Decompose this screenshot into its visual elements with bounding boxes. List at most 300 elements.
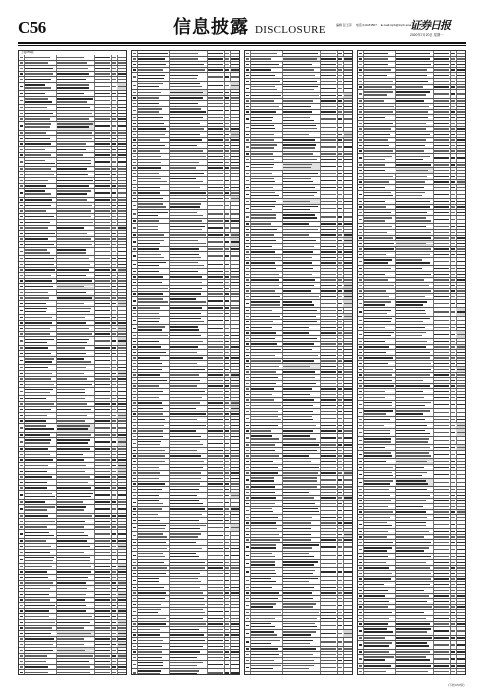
table-cell <box>343 85 353 92</box>
table-cell <box>320 434 338 441</box>
table-cell <box>169 238 208 245</box>
table-cell <box>282 68 321 73</box>
table-cell <box>433 627 451 634</box>
table-cell <box>433 216 451 223</box>
table-cell <box>117 614 127 619</box>
table-row <box>19 670 126 675</box>
table-cell <box>207 82 225 89</box>
table-cell <box>24 273 57 278</box>
table-cell <box>433 331 451 338</box>
table-cell <box>456 655 466 662</box>
table-cell <box>250 616 283 621</box>
table-cell <box>117 296 127 301</box>
table-cell <box>137 465 170 470</box>
table-cell <box>169 493 208 498</box>
table-cell <box>250 199 283 204</box>
table-cell <box>363 258 396 265</box>
table-cell <box>169 616 208 621</box>
table-cell <box>230 440 240 447</box>
table-cell <box>320 647 338 652</box>
table-cell <box>433 317 451 324</box>
table-cell <box>433 138 451 143</box>
table-cell <box>250 387 283 392</box>
table-cell <box>343 526 353 531</box>
table-cell <box>456 180 466 185</box>
table-row <box>245 85 352 93</box>
table-cell <box>250 250 283 255</box>
table-cell <box>94 203 112 208</box>
table-cell <box>320 521 338 526</box>
table-cell <box>56 407 95 412</box>
table-cell <box>94 326 112 331</box>
table-cell <box>207 448 225 453</box>
table-cell <box>24 131 57 136</box>
table-cell <box>363 127 396 132</box>
table-cell <box>395 356 434 361</box>
table-cell <box>456 115 466 120</box>
table-cell <box>363 417 396 422</box>
table-cell <box>230 493 240 498</box>
table-cell <box>169 68 208 73</box>
table-cell <box>456 90 466 97</box>
table-cell <box>363 85 396 90</box>
table-cell <box>320 616 338 621</box>
table-cell <box>117 475 127 480</box>
table-cell <box>456 308 466 315</box>
table-cell <box>456 588 466 593</box>
table-cell <box>230 275 240 280</box>
table-cell <box>433 174 451 179</box>
table-row <box>132 107 239 115</box>
table-cell <box>169 459 208 464</box>
table-cell <box>169 306 208 311</box>
table-cell <box>433 445 451 450</box>
table-row <box>132 261 239 269</box>
table-cell <box>343 370 353 375</box>
table-row <box>358 191 465 199</box>
table-cell <box>320 199 338 204</box>
table-cell <box>137 247 170 252</box>
table-cell <box>343 152 353 157</box>
table-cell <box>56 337 95 344</box>
table-cell <box>56 111 95 116</box>
table-cell <box>137 571 170 576</box>
table-cell <box>207 350 225 355</box>
table-cell <box>320 57 338 62</box>
table-cell <box>320 222 338 227</box>
table-cell <box>456 510 466 515</box>
table-cell <box>250 409 283 414</box>
table-cell <box>56 530 95 537</box>
table-cell <box>320 308 338 313</box>
table-cell <box>56 371 95 376</box>
table-cell <box>456 487 466 492</box>
table-cell <box>395 669 434 674</box>
table-cell <box>56 424 95 431</box>
table-cell <box>456 636 466 641</box>
table-cell <box>320 300 338 307</box>
table-cell <box>207 196 225 201</box>
table-cell <box>395 627 434 634</box>
table-cell <box>433 423 451 428</box>
table-cell <box>363 636 396 641</box>
table-cell <box>456 582 466 587</box>
table-cell <box>320 93 338 98</box>
table-cell <box>395 636 434 641</box>
table-cell <box>456 216 466 223</box>
table-cell <box>94 642 112 647</box>
table-cell <box>117 586 127 591</box>
table-cell <box>230 608 240 615</box>
table-cell <box>94 530 112 537</box>
table-cell <box>395 236 434 241</box>
table-cell <box>117 505 127 512</box>
table-cell <box>320 664 338 671</box>
table-cell <box>343 429 353 434</box>
table-cell <box>137 132 170 137</box>
table-cell <box>137 238 170 245</box>
table-row <box>245 664 352 672</box>
table-cell <box>343 652 353 657</box>
table-cell <box>320 610 338 615</box>
table-cell <box>94 603 112 608</box>
table-cell <box>456 459 466 464</box>
table-cell <box>363 535 396 540</box>
table-rows <box>358 51 465 675</box>
table-row <box>245 560 352 568</box>
table-cell <box>395 110 434 115</box>
table-row <box>19 424 126 432</box>
table-cell <box>456 641 466 648</box>
table-cell <box>282 459 321 464</box>
table-cell <box>320 568 338 575</box>
table-cell <box>137 378 170 383</box>
table-cell <box>456 191 466 198</box>
table-cell <box>207 132 225 137</box>
table-cell <box>94 514 112 519</box>
table-cell <box>117 575 127 580</box>
table-cell <box>363 554 396 559</box>
table-cell <box>24 307 57 314</box>
table-cell <box>433 622 451 627</box>
table-cell <box>24 198 57 203</box>
table-cell <box>94 301 112 306</box>
table-cell <box>207 143 225 148</box>
table-cell <box>320 532 338 537</box>
table-row <box>245 434 352 442</box>
table-cell <box>343 110 353 115</box>
table-cell <box>207 90 225 95</box>
table-cell <box>343 476 353 483</box>
table-cell <box>24 480 57 485</box>
table-cell <box>56 242 95 247</box>
table-cell <box>117 564 127 569</box>
table-cell <box>395 367 434 372</box>
table-cell <box>117 556 127 563</box>
table-cell <box>456 289 466 294</box>
table-row <box>245 191 352 199</box>
table-cell <box>169 644 208 649</box>
table-cell <box>343 381 353 386</box>
table-cell <box>456 163 466 168</box>
table-cell <box>117 357 127 364</box>
table-cell <box>117 581 127 586</box>
table-cell <box>395 437 434 444</box>
table-cell <box>363 361 396 366</box>
table-cell <box>282 347 321 352</box>
table-cell <box>250 610 283 615</box>
table-cell <box>343 610 353 615</box>
table-cell <box>137 115 170 120</box>
table-cell <box>207 669 225 675</box>
table-cell <box>456 384 466 389</box>
table-cell <box>56 72 95 77</box>
table-row <box>132 325 239 333</box>
table-cell <box>433 487 451 492</box>
table-cell <box>137 493 170 498</box>
table-cell <box>94 419 112 424</box>
table-cell <box>320 375 338 380</box>
table-cell <box>94 424 112 431</box>
table-cell <box>363 110 396 115</box>
table-cell <box>169 233 208 238</box>
table-cell <box>433 57 451 62</box>
table-cell <box>320 602 338 609</box>
table-cell <box>207 280 225 285</box>
table-cell <box>169 261 208 268</box>
table-cell <box>250 99 283 104</box>
table-cell <box>282 199 321 204</box>
table-cell <box>320 538 338 543</box>
table-cell <box>56 598 95 603</box>
table-cell <box>282 370 321 375</box>
table-cell <box>24 77 57 82</box>
table-cell <box>56 346 95 351</box>
table-cell <box>343 392 353 397</box>
table-cell <box>363 62 396 67</box>
table-cell <box>24 301 57 306</box>
table-cell <box>433 224 451 229</box>
table-cell <box>320 543 338 550</box>
table-cell <box>250 233 283 238</box>
table-cell <box>207 166 225 171</box>
table-cell <box>250 289 283 294</box>
table-cell <box>137 512 170 517</box>
table-cell <box>230 465 240 470</box>
table-cell <box>137 306 170 311</box>
table-row <box>245 577 352 585</box>
table-cell <box>24 424 57 431</box>
table-cell <box>137 650 170 655</box>
table-cell <box>169 476 208 481</box>
table-cell <box>395 132 434 137</box>
table-cell <box>282 185 321 190</box>
table-cell <box>117 321 127 326</box>
table-cell <box>117 458 127 463</box>
table-cell <box>230 121 240 126</box>
table-cell <box>456 79 466 84</box>
table-cell <box>117 351 127 356</box>
table-cell <box>250 68 283 73</box>
table-cell <box>207 297 225 304</box>
table-cell <box>169 107 208 114</box>
table-cell <box>282 507 321 514</box>
table-cell <box>363 529 396 534</box>
table-cell <box>24 231 57 236</box>
table-cell <box>395 241 434 246</box>
table-cell <box>207 454 225 459</box>
table-cell <box>169 499 208 506</box>
table-cell <box>56 514 95 519</box>
table-cell <box>395 350 434 355</box>
table-row <box>132 661 239 669</box>
table-cell <box>433 465 451 470</box>
table-cell <box>137 269 170 274</box>
table-cell <box>456 429 466 436</box>
table-cell <box>343 68 353 73</box>
table-cell <box>320 62 338 67</box>
table-cell <box>56 131 95 136</box>
table-cell <box>207 127 225 132</box>
table-cell <box>230 560 240 565</box>
table-cell <box>320 73 338 78</box>
masthead <box>18 18 466 40</box>
table-cell <box>343 364 353 369</box>
table-cell <box>230 171 240 176</box>
table-cell <box>395 252 434 257</box>
table-cell <box>456 479 466 486</box>
table-cell <box>169 311 208 316</box>
table-cell <box>433 588 451 593</box>
table-cell <box>250 57 283 62</box>
table-cell <box>24 184 57 189</box>
table-cell <box>207 292 225 297</box>
table-cell <box>433 252 451 257</box>
table-cell <box>137 373 170 378</box>
table-cell <box>433 650 451 655</box>
table-cell <box>456 669 466 674</box>
table-cell <box>250 465 283 470</box>
table-cell <box>282 104 321 109</box>
table-cell <box>137 166 170 171</box>
table-cell <box>137 566 170 571</box>
table-cell <box>94 66 112 71</box>
table-cell <box>433 266 451 271</box>
table-cell <box>343 501 353 506</box>
table-cell <box>137 546 170 551</box>
table-cell <box>207 306 225 311</box>
table-cell <box>282 577 321 584</box>
table-cell <box>282 392 321 397</box>
table-cell <box>117 665 127 670</box>
table-cell <box>56 480 95 485</box>
table-cell <box>94 539 112 544</box>
table-cell <box>363 493 396 498</box>
table-cell <box>250 283 283 288</box>
table-cell <box>24 614 57 619</box>
table-row <box>132 440 239 448</box>
table-cell <box>207 356 225 361</box>
table-cell <box>250 415 283 422</box>
table-cell <box>56 357 95 364</box>
table-cell <box>433 373 451 378</box>
table-cell <box>343 205 353 212</box>
table-cell <box>282 443 321 448</box>
table-cell <box>250 266 283 271</box>
table-cell <box>320 591 338 596</box>
table-cell <box>456 437 466 444</box>
table-cell <box>363 655 396 662</box>
table-cell <box>433 121 451 126</box>
table-cell <box>282 638 321 645</box>
table-cell <box>56 248 95 255</box>
table-cell <box>343 552 353 559</box>
table-cell <box>169 417 208 422</box>
table-cell <box>207 317 225 324</box>
table-cell <box>94 505 112 512</box>
table-cell <box>395 104 434 109</box>
table-cell <box>456 395 466 400</box>
table-cell <box>137 96 170 101</box>
table-cell <box>250 85 283 92</box>
table-cell <box>207 585 225 590</box>
newspaper-logo: 证券日报 <box>410 19 450 32</box>
table-cell <box>282 99 321 104</box>
table-cell <box>320 392 338 397</box>
table-cell <box>343 647 353 652</box>
table-cell <box>24 402 57 407</box>
table-cell <box>207 395 225 400</box>
table-cell <box>117 332 127 337</box>
table-cell <box>56 290 95 295</box>
table-cell <box>433 605 451 610</box>
table-cell <box>137 297 170 304</box>
table-cell <box>56 620 95 625</box>
table-cell <box>94 91 112 96</box>
table-cell <box>24 463 57 468</box>
table-cell <box>117 603 127 608</box>
table-cell <box>320 289 338 294</box>
table-cell <box>343 347 353 352</box>
table-cell <box>94 659 112 664</box>
table-cell <box>169 101 208 106</box>
table-cell <box>320 638 338 645</box>
table-cell <box>169 121 208 126</box>
table-cell <box>137 90 170 95</box>
table-cell <box>395 317 434 324</box>
table-cell <box>320 423 338 428</box>
table-cell <box>24 642 57 647</box>
table-cell <box>250 347 283 352</box>
table-cell <box>137 149 170 154</box>
table-cell <box>363 331 396 338</box>
table-cell <box>456 331 466 338</box>
table-cell <box>24 136 57 141</box>
table-cell <box>117 209 127 214</box>
table-cell <box>395 115 434 120</box>
table-cell <box>230 68 240 73</box>
table-cell <box>320 585 338 590</box>
table-cell <box>433 143 451 148</box>
table-cell <box>343 320 353 325</box>
table-cell <box>363 599 396 604</box>
table-cell <box>395 216 434 223</box>
table-cell <box>137 454 170 459</box>
table-cell <box>94 158 112 165</box>
table-cell <box>137 627 170 632</box>
table-cell <box>56 153 95 158</box>
table-cell <box>230 261 240 268</box>
